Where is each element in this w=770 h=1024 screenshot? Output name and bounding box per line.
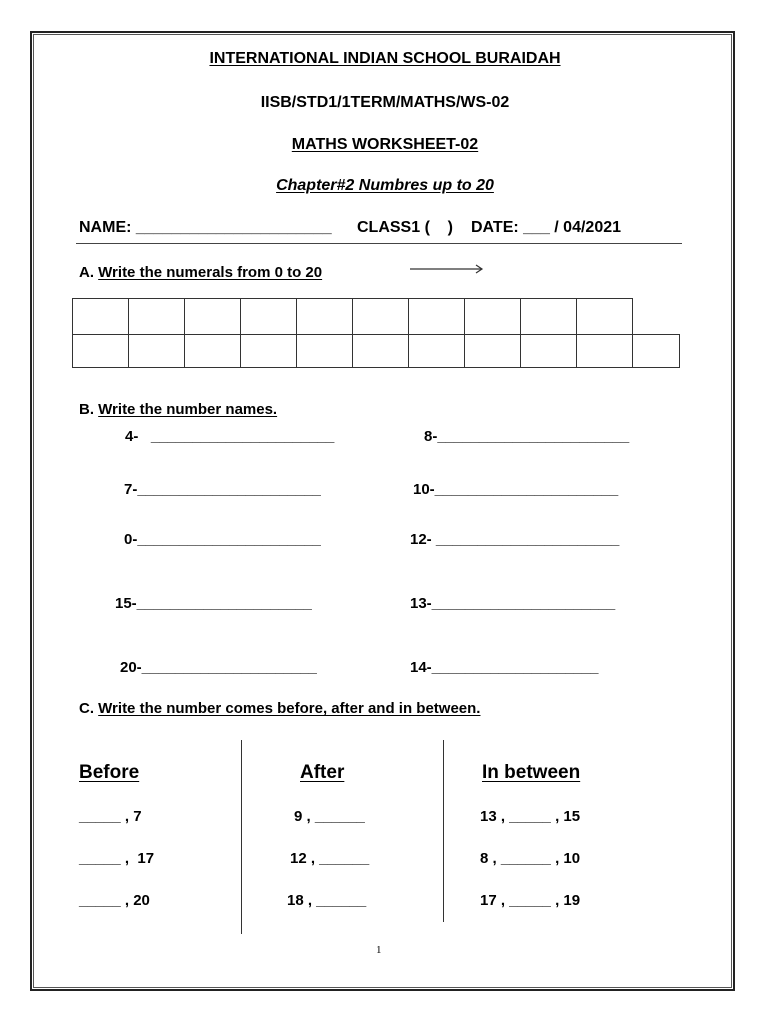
numeral-box[interactable] — [185, 335, 241, 368]
chapter-title: Chapter#2 Numbres up to 20 — [276, 177, 494, 194]
class-field: CLASS1 ( ) — [357, 219, 454, 236]
after-item: 12 , ______ — [290, 850, 370, 867]
before-heading: Before — [79, 762, 140, 783]
between-item: 17 , _____ , 19 — [480, 892, 581, 909]
numeral-box[interactable] — [633, 335, 680, 368]
numeral-box[interactable] — [129, 335, 185, 368]
numeral-box[interactable] — [73, 335, 129, 368]
after-item: 18 , ______ — [287, 892, 367, 909]
number-name-item-15: 15-_____________________ — [115, 595, 312, 612]
before-item: _____ , 17 — [79, 850, 155, 867]
numeral-grid-row-1 — [72, 298, 633, 335]
after-heading: After — [300, 762, 345, 783]
column-divider-1 — [241, 740, 242, 934]
right-arrow-icon — [410, 262, 486, 276]
worksheet-title: MATHS WORKSHEET-02 — [291, 136, 479, 153]
numeral-box[interactable] — [577, 335, 633, 368]
date-field: DATE: ___ / 04/2021 — [471, 219, 622, 236]
section-b-letter: B. — [79, 401, 94, 418]
numeral-box[interactable] — [409, 299, 465, 335]
in-between-heading: In between — [482, 762, 581, 783]
page-number: 1 — [376, 944, 382, 956]
section-a-letter: A. — [79, 264, 94, 281]
number-name-item-13: 13-______________________ — [410, 595, 616, 612]
column-divider-2 — [443, 740, 444, 922]
school-name: INTERNATIONAL INDIAN SCHOOL BURAIDAH — [209, 50, 561, 67]
number-name-item-4: 4- ______________________ — [125, 428, 335, 445]
number-name-item-10: 10-______________________ — [413, 481, 619, 498]
numeral-box[interactable] — [521, 335, 577, 368]
header-divider — [76, 243, 682, 244]
section-a-heading — [79, 264, 322, 281]
numeral-box[interactable] — [353, 299, 409, 335]
number-name-item-0: 0-______________________ — [124, 531, 321, 548]
numeral-box[interactable] — [129, 299, 185, 335]
before-item: _____ , 20 — [79, 892, 150, 909]
numeral-box[interactable] — [577, 299, 633, 335]
number-name-item-14: 14-____________________ — [410, 659, 599, 676]
number-name-item-7: 7-______________________ — [124, 481, 321, 498]
after-item: 9 , ______ — [294, 808, 365, 825]
section-c-heading — [79, 700, 480, 717]
number-name-item-12: 12- ______________________ — [410, 531, 620, 548]
section-c-letter: C. — [79, 700, 94, 717]
numeral-box[interactable] — [241, 299, 297, 335]
before-item: _____ , 7 — [79, 808, 142, 825]
between-item: 8 , ______ , 10 — [480, 850, 581, 867]
numeral-box[interactable] — [353, 335, 409, 368]
section-c-title: Write the number comes before, after and in between. — [98, 700, 481, 717]
number-name-item-20: 20-_____________________ — [120, 659, 317, 676]
numeral-box[interactable] — [409, 335, 465, 368]
numeral-grid-row-2 — [72, 334, 680, 368]
section-b-title: Write the number names. — [98, 401, 278, 418]
section-b-heading — [79, 401, 277, 418]
numeral-box[interactable] — [73, 299, 129, 335]
name-field: NAME: ______________________ — [79, 219, 332, 236]
numeral-box[interactable] — [465, 335, 521, 368]
numeral-box[interactable] — [297, 335, 353, 368]
numeral-box[interactable] — [465, 299, 521, 335]
worksheet-code: IISB/STD1/1TERM/MATHS/WS-02 — [260, 94, 510, 111]
numeral-box[interactable] — [241, 335, 297, 368]
numeral-box[interactable] — [185, 299, 241, 335]
section-a-title: Write the numerals from 0 to 20 — [98, 264, 323, 281]
between-item: 13 , _____ , 15 — [480, 808, 581, 825]
numeral-box[interactable] — [521, 299, 577, 335]
numeral-box[interactable] — [297, 299, 353, 335]
number-name-item-8: 8-_______________________ — [424, 428, 630, 445]
